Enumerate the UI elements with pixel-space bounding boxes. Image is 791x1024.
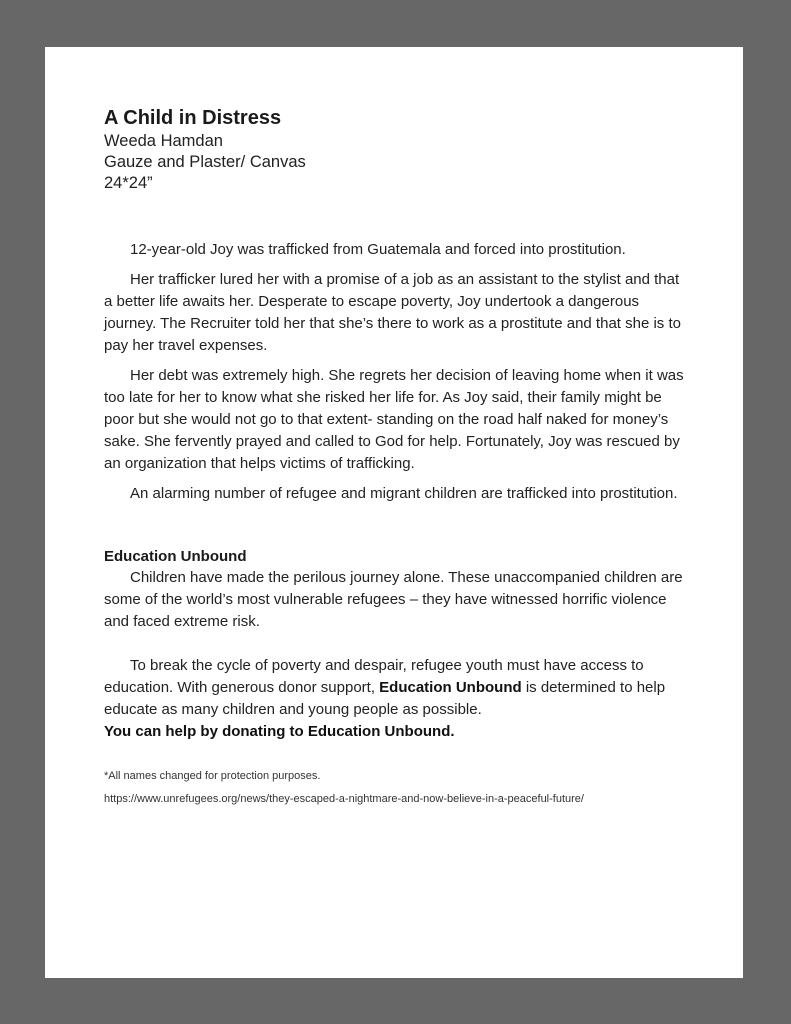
education-paragraph-2-end: is determined to help educate as many children and young people as possible. — [104, 679, 666, 718]
education-paragraph-2 — [104, 655, 684, 721]
artwork-artist: Weeda Hamdan — [104, 132, 223, 150]
disclaimer-note: *All names changed for protection purposes. — [104, 770, 321, 782]
artwork-title: A Child in Distress — [104, 107, 282, 129]
artwork-medium: Gauze and Plaster/ Canvas — [104, 153, 306, 171]
education-heading: Education Unbound — [104, 548, 247, 565]
story-paragraph-2: Her trafficker lured her with a promise of a job as an assistant to the stylist and that a better life awaits her. Desperate to escape poverty, Joy undertook a dangerous journey. The Recruiter told her that she’s there to work as a prostitute and that she is to pay her travel expenses. — [104, 271, 681, 354]
education-section — [104, 547, 684, 743]
story-section — [104, 239, 684, 505]
story-paragraph-1: 12-year-old Joy was trafficked from Guatemala and forced into prostitution. — [130, 241, 626, 258]
footnotes — [104, 769, 684, 807]
document-content — [104, 105, 684, 815]
education-paragraph-2-start: To break the cycle of poverty and despair, refugee youth must have access to education. With generous donor support, — [104, 657, 644, 696]
source-url: https://www.unrefugees.org/news/they-escaped-a-nightmare-and-now-believe-in-a-peaceful-future/ — [104, 793, 584, 805]
document-page — [45, 47, 743, 978]
story-paragraph-4: An alarming number of refugee and migrant children are trafficked into prostitution. — [130, 485, 678, 502]
artwork-size: 24*24” — [104, 174, 153, 192]
call-to-action: You can help by donating to Education Unbound. — [104, 723, 455, 740]
artwork-label — [104, 105, 684, 194]
org-name: Education Unbound — [379, 679, 522, 696]
education-paragraph-1: Children have made the perilous journey alone. These unaccompanied children are some of the world’s most vulnerable refugees – they have witnessed horrific violence and faced extreme risk. — [104, 569, 683, 630]
story-paragraph-3: Her debt was extremely high. She regrets her decision of leaving home when it was too late for her to know what she risked her life for. As Joy said, their family might be poor but she would not go to that extent- standing on the road half naked for money’s sake. She fervently prayed and called to God for help. Fortunately, Joy was rescued by an organization that helps victims of trafficking. — [104, 367, 684, 472]
